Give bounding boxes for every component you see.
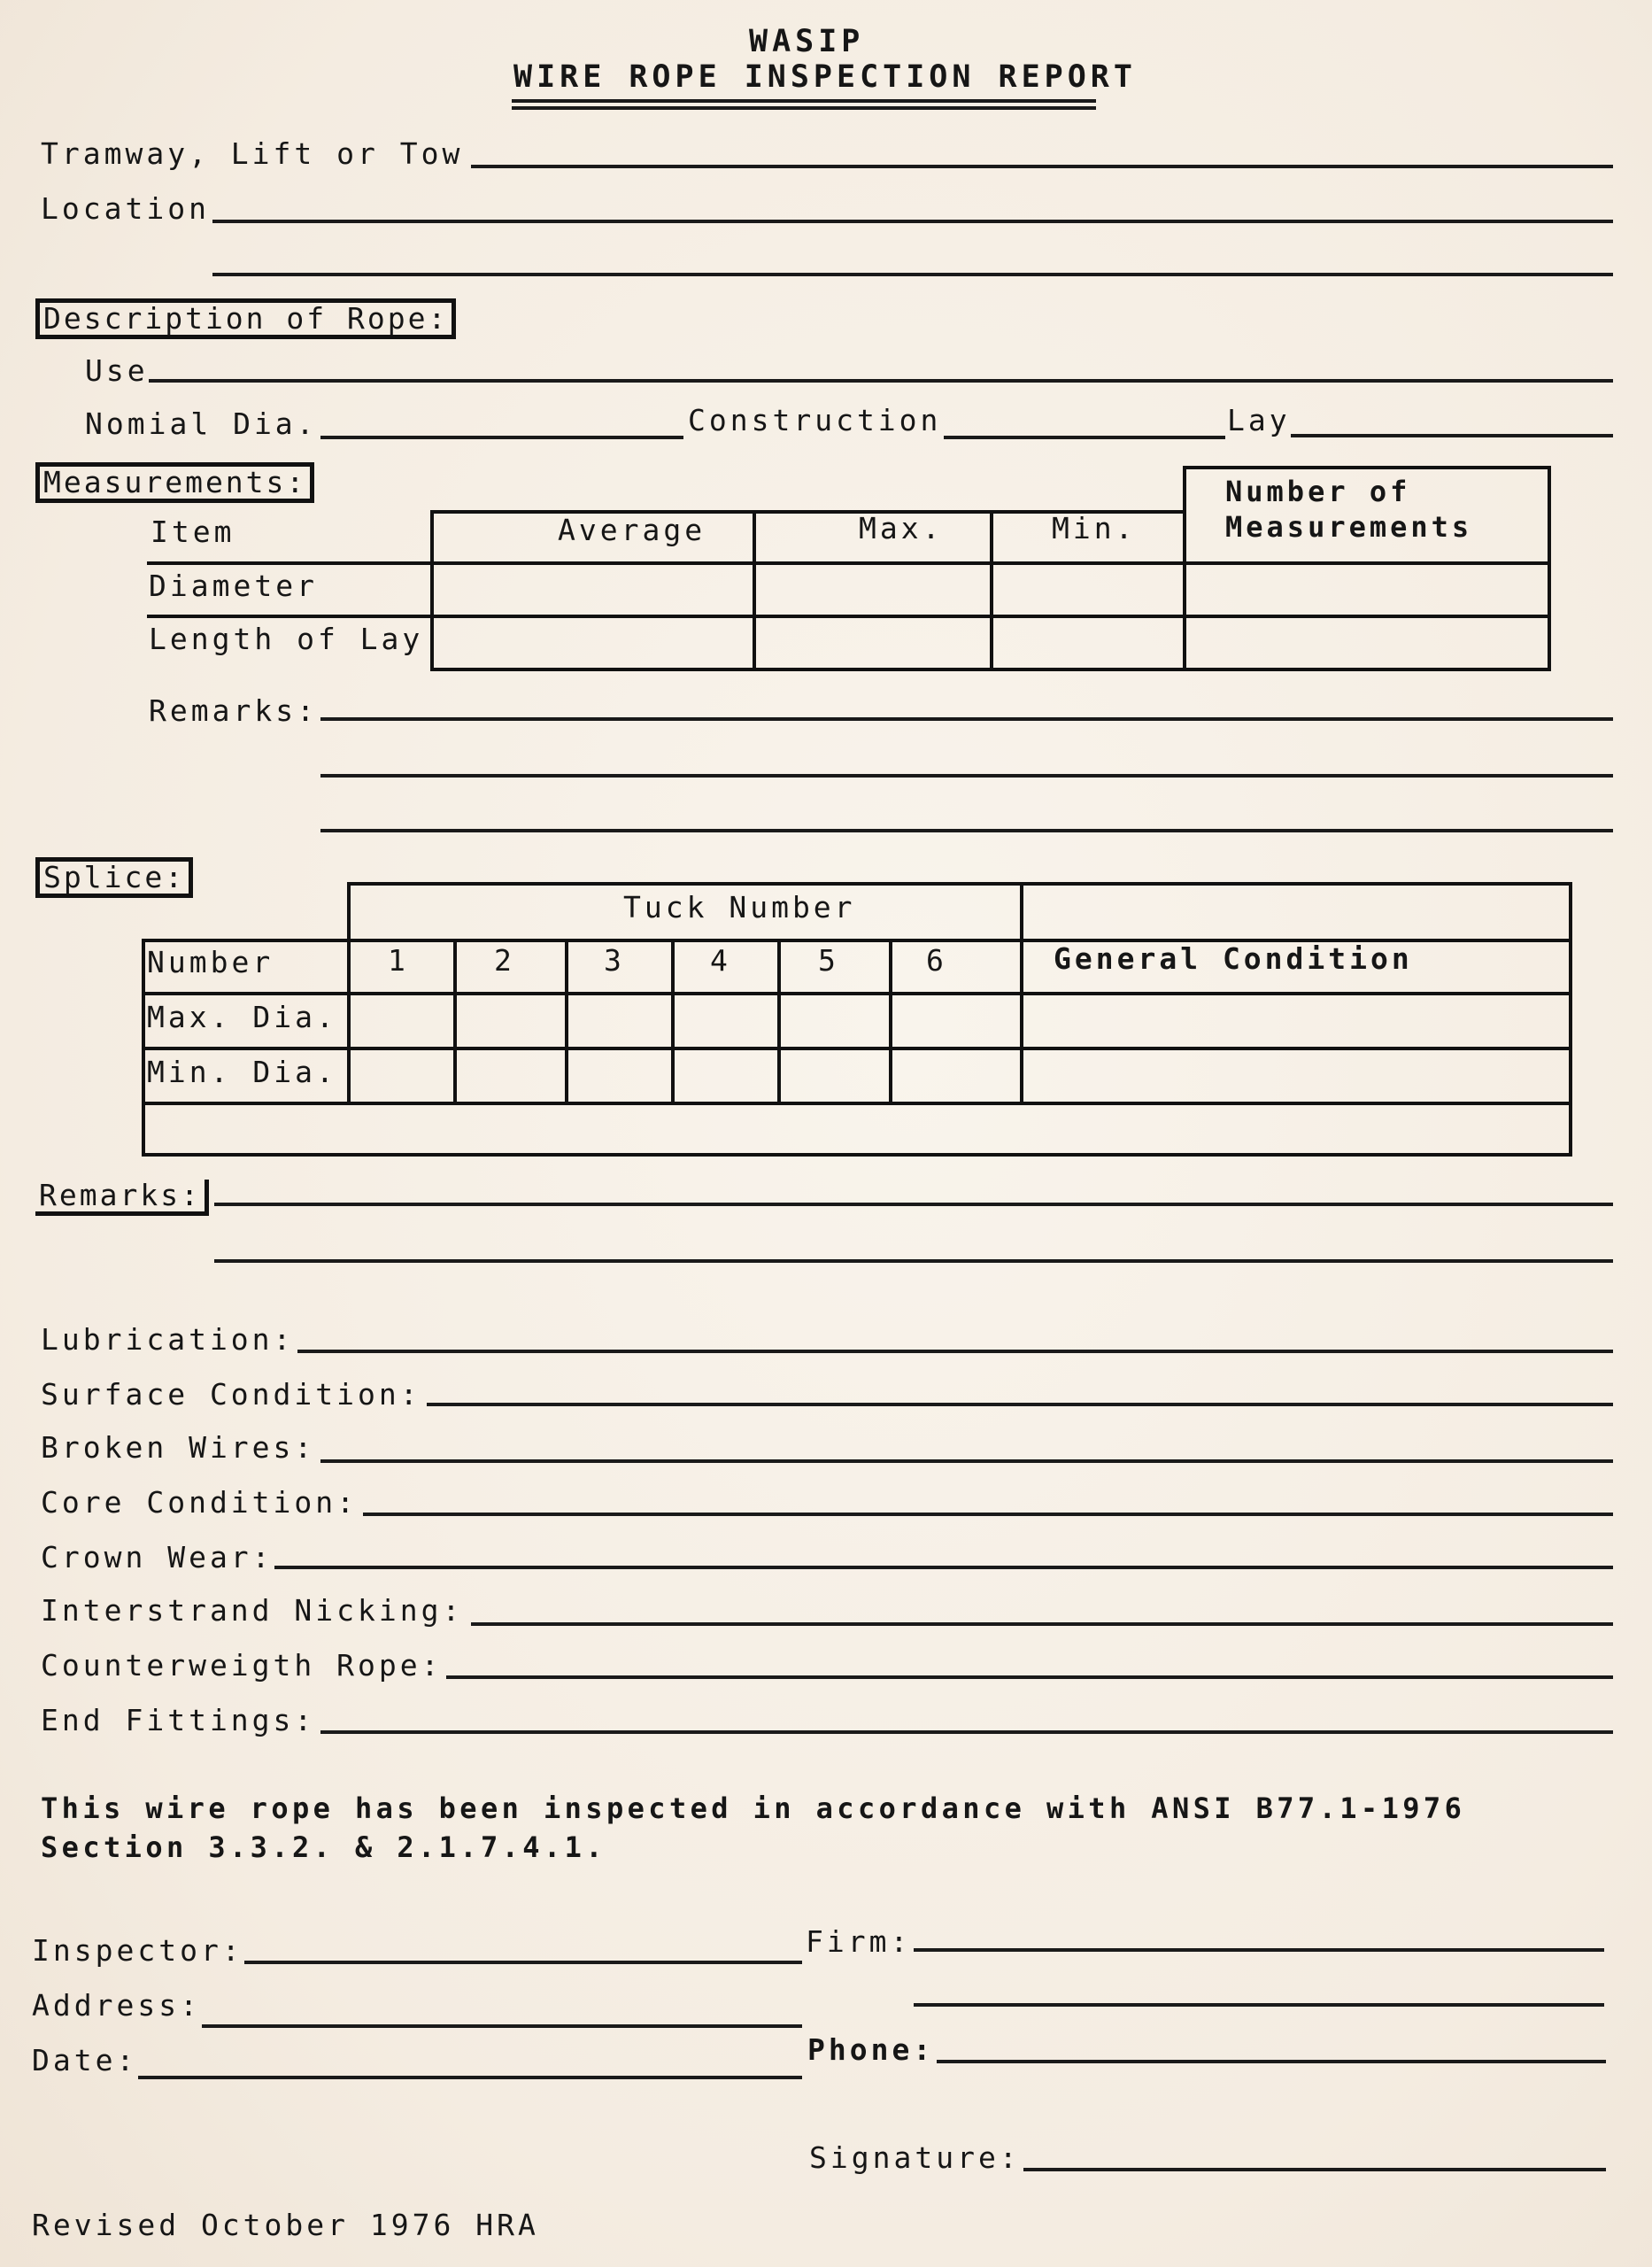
row-max-dia: Max. Dia. [147, 1000, 337, 1034]
col-count-2: Measurements [1225, 510, 1473, 544]
table-line [1183, 466, 1186, 671]
interstrand-nicking-field[interactable] [471, 1622, 1613, 1626]
tuck-6: 6 [926, 943, 947, 978]
row-length-of-lay: Length of Lay [149, 622, 424, 656]
table-line [142, 939, 145, 1157]
table-line [889, 939, 892, 1105]
row-diameter: Diameter [149, 569, 318, 603]
remarks-field-2[interactable] [214, 1259, 1613, 1263]
construction-label: Construction [688, 403, 942, 437]
lubrication-field[interactable] [297, 1350, 1613, 1353]
lay-field[interactable] [1291, 434, 1613, 437]
tuck-number-header: Tuck Number [623, 890, 856, 925]
date-label: Date: [32, 2043, 138, 2077]
tuck-2: 2 [494, 943, 515, 978]
use-field[interactable] [149, 379, 1613, 383]
table-line [147, 561, 1551, 565]
address-field-2[interactable] [914, 2003, 1604, 2007]
counterweight-rope-field[interactable] [446, 1675, 1613, 1679]
interstrand-nicking-label: Interstrand Nicking: [41, 1593, 464, 1628]
table-line [671, 939, 675, 1105]
tramway-field[interactable] [471, 165, 1613, 168]
col-min: Min. [1052, 511, 1137, 545]
statement-line-1: This wire rope has been inspected in accordance with ANSI B77.1-1976 [41, 1791, 1466, 1825]
table-line [147, 615, 1551, 618]
counterweight-rope-label: Counterweigth Rope: [41, 1648, 443, 1683]
inspector-field[interactable] [244, 1961, 802, 1964]
tuck-1: 1 [388, 943, 409, 978]
table-line [990, 510, 993, 671]
address-field[interactable] [202, 2024, 802, 2028]
nominal-dia-label: Nomial Dia. [85, 406, 318, 441]
measurements-remarks-field[interactable] [320, 717, 1613, 721]
rope-description-heading: Description of Rope: [35, 298, 456, 339]
location-field-2[interactable] [212, 273, 1613, 276]
row-min-dia: Min. Dia. [147, 1055, 337, 1089]
crown-wear-label: Crown Wear: [41, 1540, 274, 1575]
table-line [1185, 466, 1551, 469]
crown-wear-field[interactable] [274, 1566, 1613, 1569]
table-line [142, 1047, 1572, 1050]
report-title: WIRE ROPE INSPECTION REPORT [513, 59, 1137, 95]
col-max: Max. [859, 511, 944, 545]
phone-label: Phone: [807, 2032, 935, 2067]
table-line [1569, 882, 1572, 1157]
table-line [777, 939, 781, 1105]
lubrication-label: Lubrication: [41, 1322, 295, 1357]
table-line [347, 882, 351, 1105]
use-label: Use [85, 353, 149, 388]
core-condition-field[interactable] [363, 1513, 1613, 1516]
table-line [347, 882, 1572, 886]
table-line [1548, 466, 1551, 671]
col-count-1: Number of [1225, 475, 1411, 508]
measurements-remarks-label: Remarks: [149, 693, 318, 728]
table-line [142, 1102, 1572, 1105]
firm-label: Firm: [806, 1924, 912, 1959]
core-condition-label: Core Condition: [41, 1485, 359, 1520]
signature-field[interactable] [1023, 2168, 1606, 2171]
table-line [142, 992, 1572, 995]
end-fittings-field[interactable] [320, 1730, 1613, 1734]
measurements-remarks-field-3[interactable] [320, 829, 1613, 832]
measurements-remarks-field-2[interactable] [320, 774, 1613, 778]
title-underline-2 [512, 106, 1096, 110]
table-line [453, 939, 457, 1105]
construction-field[interactable] [944, 436, 1225, 439]
broken-wires-label: Broken Wires: [41, 1430, 316, 1465]
location-label: Location [41, 191, 210, 226]
tuck-3: 3 [604, 943, 625, 978]
splice-number-label: Number [147, 945, 274, 979]
table-line [430, 510, 434, 671]
broken-wires-field[interactable] [320, 1459, 1613, 1463]
table-line [142, 1153, 1572, 1157]
general-condition-header: General Condition [1054, 941, 1413, 976]
measurements-heading: Measurements: [35, 462, 314, 503]
table-line [565, 939, 568, 1105]
org-title: WASIP [749, 24, 865, 59]
revision-footer: Revised October 1976 HRA [32, 2208, 539, 2242]
signature-label: Signature: [809, 2140, 1021, 2175]
tuck-5: 5 [818, 943, 839, 978]
end-fittings-label: End Fittings: [41, 1703, 316, 1737]
tramway-label: Tramway, Lift or Tow [41, 136, 464, 171]
location-field[interactable] [212, 220, 1613, 223]
splice-heading: Splice: [35, 857, 193, 898]
address-label: Address: [32, 1988, 201, 2023]
table-line [1020, 882, 1023, 1105]
title-underline [512, 99, 1096, 103]
surface-condition-field[interactable] [427, 1403, 1613, 1406]
date-field[interactable] [138, 2076, 802, 2079]
statement-line-2: Section 3.3.2. & 2.1.7.4.1. [41, 1830, 606, 1864]
inspector-label: Inspector: [32, 1933, 243, 1968]
col-item: Item [151, 515, 235, 549]
firm-field[interactable] [914, 1948, 1604, 1952]
nominal-dia-field[interactable] [320, 436, 683, 439]
surface-condition-label: Surface Condition: [41, 1377, 421, 1412]
tuck-4: 4 [710, 943, 731, 978]
col-average: Average [558, 513, 706, 547]
phone-field[interactable] [937, 2060, 1606, 2063]
lay-label: Lay [1227, 403, 1291, 437]
remarks-field[interactable] [214, 1203, 1613, 1206]
remarks-heading: Remarks: [35, 1180, 209, 1216]
table-line [753, 510, 756, 671]
